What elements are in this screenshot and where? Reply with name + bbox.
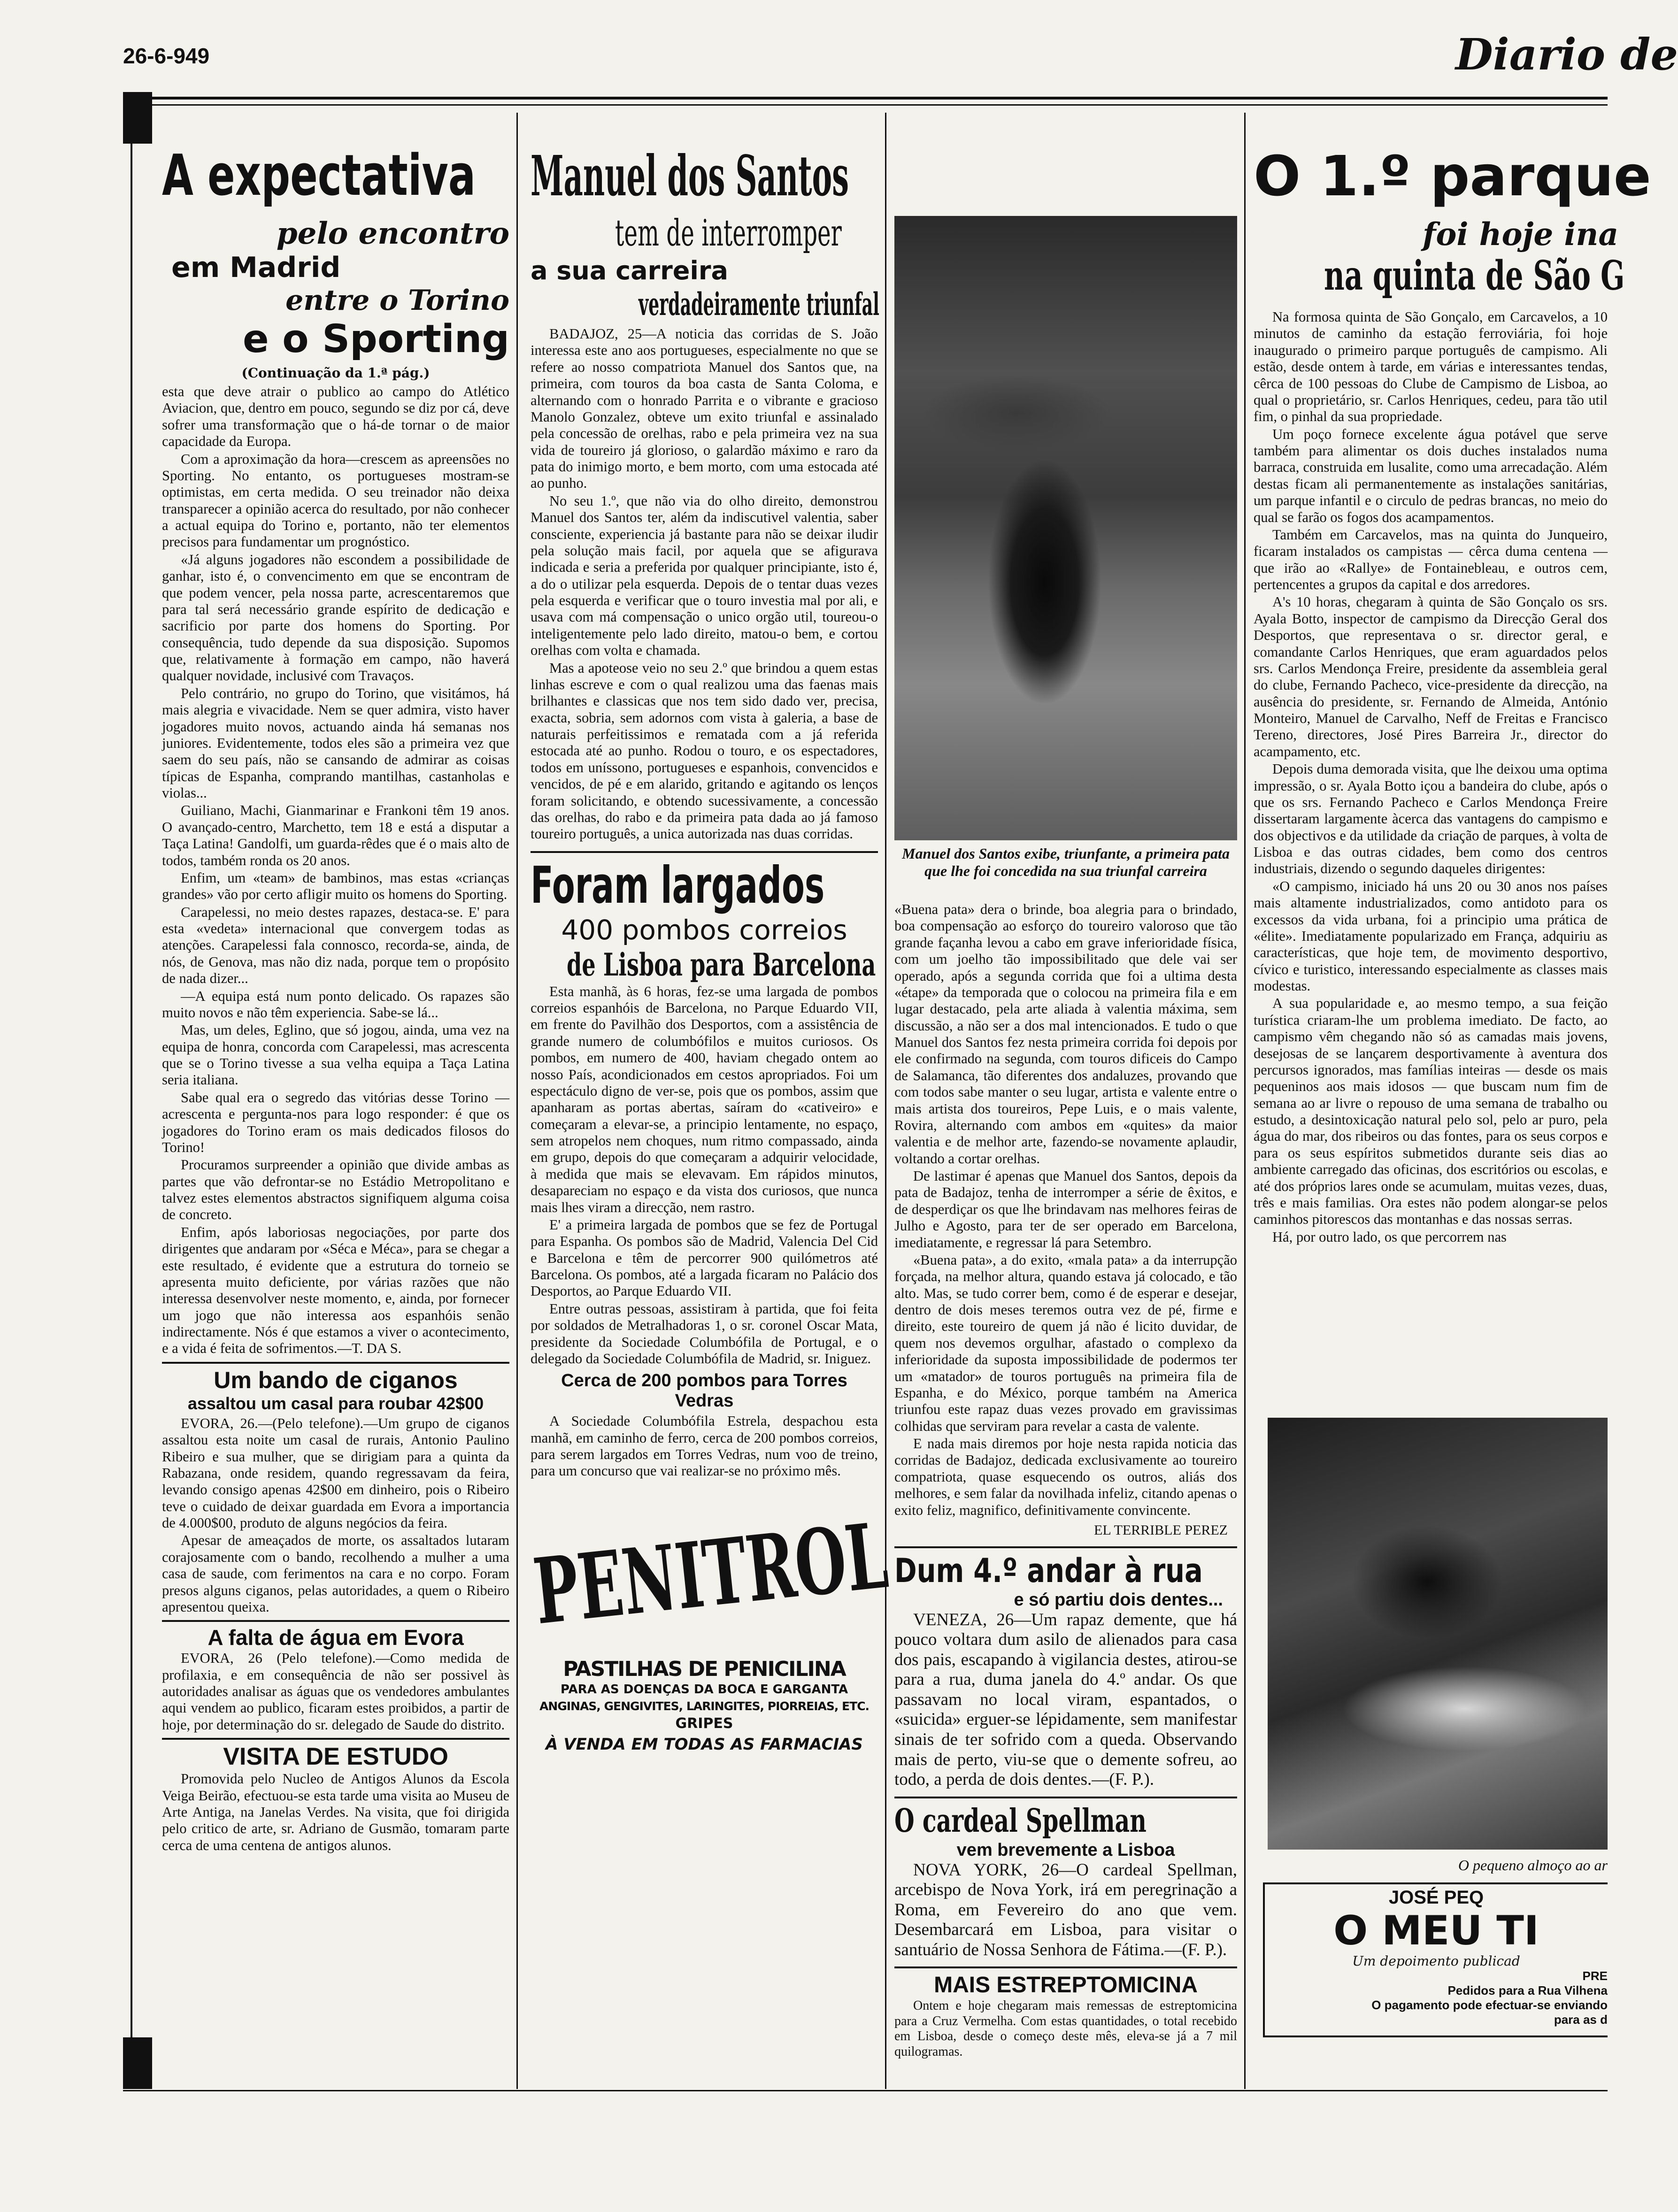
paragraph: Um poço fornece excelente água potável que serve também para alimentar os dois duches instalados numa barraca, construida em lusalite, como uma arrecadação. Além destas ficam ali permanentemente as instalações sanitárias, um parque infantil e o circulo de pedras brancas, no meio do qual se farão os fogos dos acampamentos. (1254, 426, 1608, 525)
article-body-manuel (531, 326, 878, 843)
paragraph: A sua popularidade e, ao mesmo tempo, a sua feição turística criaram-lhe um problema imediato. De facto, ao campismo vêm chegando não só as camadas mais jovens, desejosas de se lançarem desportivamente à aventura dos percursos ignorados, mas famílias inteiras — desde os mais pequeninos aos mais idosos — que buscam num fim de semana ao ar livre o repouso de uma semana de trabalho ou estudo, a desintoxicação natural pelo sol, pelo ar puro, pela água do mar, dos ribeiros ou das fontes, para os seus corpos e para os seus espíritos submetidos durante seis dias ao ambiente carregado das oficinas, dos escritórios ou escolas, e até dos próprios lares onde se acumulam, muitas vezes, duas, três e mais familias. Ora estes não podem alongar-se pelos caminhos pitorescos das montanhas e das nossas serras. (1254, 995, 1608, 1228)
ad-line-gripes: GRIPES (675, 1715, 733, 1732)
continuation-note: (Continuação da 1.ª pág.) (241, 365, 430, 381)
paragraph: «Já alguns jogadores não escondem a possibilidade de ganhar, isto é, o convencimento em que se encontram de que podem vencer, pela nossa parte, acrescentaremos que para tal será necessário grande espírito de dedicação e sacrificio por parte dos homens do Sporting. Por consequência, tudo depende da sua disposição. Supomos que, relativamente à formação em campo, não haverá qualquer novidade, inclusivé com Travaços. (162, 551, 509, 684)
article-body-ciganos (162, 1415, 509, 1616)
subhead-carreira: a sua carreira (531, 256, 728, 285)
headline-quarto-andar: Dum 4.º andar à rua (894, 1551, 1203, 1590)
registration-mark-top (123, 92, 152, 144)
section-rule (162, 1362, 509, 1364)
section-rule (162, 1620, 509, 1622)
ad-line-venda: À VENDA EM TODAS AS FARMACIAS (546, 1735, 863, 1754)
subhead-em-madrid: em Madrid (171, 251, 341, 284)
paragraph: Mas a apoteose veio no seu 2.º que brindou a quem estas linhas escreve e com o qual realizou uma das faenas mais brilhantes e classicas que nos tem sido dado ver, precisa, exacta, sobria, sem adornos com vista à galeria, a base de naturais perfeitissimos e rematada com a já referida estocada até ao punho. Rodou o touro, e os espectadores, todos em uníssono, portugueses e espanhois, convencidos e vencidos, de pé e em alarido, gritando e agitando os lenços foram solicitando, e obtendo sucessivamente, a concessão das orelhas, do rabo e da primeira pata dada ao já famoso toureiro português, a unica autorizada nas duas corridas. (531, 660, 878, 842)
paragraph: A's 10 horas, chegaram à quinta de São Gonçalo os srs. Ayala Botto, inspector de campismo da Direcção Geral dos Desportos, que representava o sr. director geral, e comandante Carlos Henriques, que eram aguardados pelos srs. Carlos Mendonça Freire, presidente da assembleia geral do clube, Fernando Pacheco, vice-presidente da direcção, na ausência do presidente, sr. Fernando de Almeida, António Monteiro, Manuel de Carvalho, Neff de Freitas e Francisco Tereno, directores, José Pires Barreira Jr., director do acampamento, etc. (1254, 594, 1608, 760)
subhead-dois-dentes: e só partiu dois dentes... (1014, 1590, 1223, 1610)
paragraph: Carapelessi, no meio destes rapazes, destaca-se. E' para esta «vedeta» internacional que convergem todas as atenções. Carapelessi fala connosco, recorda-se, ainda, de nós, de Genova, mas não diz nada, porque tem o propósito de nada dizer... (162, 904, 509, 987)
ad-line-pastilhas: PASTILHAS DE PENICILINA (563, 1657, 846, 1681)
subhead-quinta: na quinta de São G (1324, 252, 1625, 300)
paragraph: EVORA, 26 (Pelo telefone).—Como medida de profilaxia, e em consequência de não ser possivel às autoridades analisar as águas que os vendedores ambulantes aqui vendem ao publico, ficaram estes proibidos, a partir de hoje, por determinação do sr. delegado de Saude do distrito. (162, 1650, 509, 1733)
paragraph: esta que deve atrair o publico ao campo do Atlético Aviacion, que, dentro em pouco, segundo se diz por cá, deve sofrer uma transformação que o há-de tornar o de maior capacidade da Europa. (162, 384, 509, 450)
paragraph: EVORA, 26.—(Pelo telefone).—Um grupo de ciganos assaltou esta noite um casal de rurais, Antonio Paulino Ribeiro e sua mulher, que se dirigiam para a quinta da Rabazana, onde residem, quando regressavam da feira, levando consigo apenas 42$00 em dinheiro, pois o Ribeiro teve o cuidado de deixar guardada em Evora a importancia de 4.000$00, produto de alguns negócios da feira. (162, 1415, 509, 1531)
paragraph: Há, por outro lado, os que percorrem nas (1272, 1229, 1507, 1245)
subhead-lisboa-barcelona: de Lisboa para Barcelona (567, 946, 876, 983)
headline-manuel-santos: Manuel dos Santos (531, 143, 849, 208)
paragraph: Entre outras pessoas, assistiram à partida, que foi feita por soldados de Metralhadoras 1, o sr. coronel Oscar Mata, presidente da Sociedade Columbófila de Portugal, e o delegado da Sociedade Columbófila de Madrid, sr. Iniguez. (531, 1300, 878, 1367)
penitrol-brand: PENITROL (529, 1503, 893, 1645)
campers-breakfast-photo (1268, 1418, 1608, 1850)
article-body-manuel-cont (894, 901, 1237, 2060)
ad-address: para as d (1554, 2012, 1608, 2027)
paragraph: Guiliano, Machi, Gianmarinar e Frankoni têm 19 anos. O avançado-centro, Marchetto, tem 18 e está a disputar a Taça Latina! Gandolfi, um guarda-rêdes que é o mais alto de todos, também ronda os 20 anos. (162, 802, 509, 868)
paragraph: Enfim, um «team» de bambinos, mas estas «crianças grandes» vão por certo afligir muito os homens do Sporting. (162, 869, 509, 903)
paragraph: «Buena pata», a do exito, «mala pata» a da interrupção forçada, na melhor altura, quando estava já colocado, e tão alto. Mas, se tudo correr bem, como é de esperar e desejar, dentro de dois meses teremos outra vez de pé, firme e direito, este toureiro de quem já não é licito duvidar, de quem nos devemos orgulhar, afastado o complexo da inferioridade da suposta impossibilidade de podermos ter um «matador» de touros português na primeira fila de Espanha, e do México, porque também na America triunfou este rapaz duas vezes provado em gravissimas colhidas que serviram para revelar a casta de valente. (894, 1252, 1237, 1434)
paragraph: Ontem e hoje chegaram mais remessas de estreptomicina para a Cruz Vermelha. Com estas quantidades, o total recebido em Lisboa, desde o começo deste mês, eleva-se já a 7 mil quilogramas. (894, 1998, 1237, 2059)
header-rule (123, 97, 1608, 100)
paragraph: Promovida pelo Nucleo de Antigos Alunos da Escola Veiga Beirão, efectuou-se esta tarde uma visita ao Museu de Arte Antiga, na Janelas Verdes. Na visita, que foi dirigida pelo critico de arte, sr. Adriano de Gusmão, tomaram parte cerca de uma centena de antigos alunos. (162, 1771, 509, 1853)
subhead-interromper: tem de interromper (615, 212, 842, 254)
headline-cardeal: O cardeal Spellman (894, 1802, 1147, 1840)
article-manuel-santos (529, 141, 893, 2089)
ad-line-anginas: ANGINAS, GENGIVITES, LARINGITES, PIORREIAS, ETC. (539, 1699, 870, 1713)
paragraph: Também em Carcavelos, mas na quinta do Junqueiro, ficaram instalados os campistas — cêrca duma centena — que irão ao «Rallye» de Fontainebleau, e outros cem, pertencentes a grupos da capital e dos arredores. (1254, 526, 1608, 592)
article-body-expectativa (162, 384, 509, 1357)
paragraph: Pelo contrário, no grupo do Torino, que visitámos, há mais alegria e vivacidade. Nem se quer admira, visto haver jogadores muito novos, actuando ainda há semanas nos juniores. Evidentemente, todos eles são a primeira vez que saem do seu país, não se cansando de admirar as coisas típicas de Espanha, comprando mantilhas, castanholas e violas... (162, 685, 509, 801)
paragraph: NOVA YORK, 26—O cardeal Spellman, arcebispo de Nova York, irá em peregrinação a Roma, em Fevereiro do ano que vem. Desembarcará em Lisboa, para visitar o santuário de Nossa Senhora de Fátima.—(F. P.). (894, 1860, 1237, 1959)
article-body-pombos (531, 983, 878, 1367)
paragraph: No seu 1.º, que não via do olho direito, demonstrou Manuel dos Santos ter, além da indiscutivel valentia, saber consciente, experiencia já bastante para não se deixar iludir pela solução mais facil, por aquela que se afigurava indicada e seria a preferida por qualquer principiante, isto é, a do o utilizar pela esquerda. Depois de o tentar duas vezes pela esquerda e verificar que o touro investia mal por ali, e usava com má compensação o unico orgão util, toureou-o inteligentemente pelo lado direito, matou-o bem, e cortou orelhas com volta e chamada. (531, 492, 878, 659)
photo-caption: Manuel dos Santos exibe, triunfante, a primeira pata que lhe foi concedida na sua triunfal carreira (902, 845, 1230, 879)
subhead-sporting: e o Sporting (243, 317, 509, 361)
newspaper-masthead: Diario de (1455, 29, 1678, 80)
ad-price: PRE (1582, 1969, 1608, 1983)
article-manuel-continued (894, 141, 1237, 2089)
headline-ciganos: Um bando de ciganos (214, 1367, 458, 1393)
column-divider-3 (1244, 113, 1246, 2089)
footer-rule (123, 2090, 1608, 2091)
subhead-400-pombos: 400 pombos correios (561, 914, 847, 946)
headline-expectativa: A expectativa (162, 143, 476, 208)
headline-torres-vedras: Cerca de 200 pombos para Torres Vedras (561, 1371, 847, 1411)
article-body-agua (162, 1650, 509, 1733)
ad-subtitle: Um depoimento publicad (1352, 1953, 1520, 1969)
article-body-torres-vedras (531, 1413, 878, 1480)
paragraph: «Buena pata» dera o brinde, boa alegria para o brindado, boa compensação ao esforço do toureiro valoroso que tão grande façanha levou a cabo em grave inferioridade física, com um joelho tão impossibilitado que dele vai ser operado, após a segunda corrida que foi a ultima desta «étape» da temporada que o colocou na primeira fila e em lugar destacado, pela arte aliada à valentia máxima, sem discussão, a não ser a dos mal intencionados. E tudo o que Manuel dos Santos fez nesta primeira corrida foi depois por ele confirmado na segunda, com touros dificeis do Campo de Salamanca, tão diferentes dos andaluzes, provando que com todos sabe manter o seu lugar, artista e valente entre o mais artista dos toureiros, Pepe Luis, e o mais valente, Rovira, alternando com ambos em «quites» da maior valentia e de melhor arte, fazendo-se novamente aplaudir, voltando a cortar orelhas. (894, 901, 1237, 1167)
paragraph: Mas, um deles, Eglino, que só jogou, ainda, uma vez na equipa de honra, concorda com Carapelessi, mas acrescenta que se o Torino tivesse a sua velha equipa a Taça Latina seria italiana. (162, 1022, 509, 1088)
paragraph: VENEZA, 26—Um rapaz demente, que há pouco voltara dum asilo de alienados para casa dos pais, escapando à vigilancia destes, atirou-se para a rua, duma janela do 4.º andar. Os que passavam no local viram, espantados, o «suicida» erguer-se lépidamente, sem manifestar sinais de ter sofrido com a queda. Observando mais de perto, viu-se que o demente sofreu, ao todo, a perda de dois dentes.—(F. P.). (894, 1610, 1237, 1790)
bullfighter-photo (894, 216, 1237, 840)
ad-orders: Pedidos para a Rua Vilhena (1447, 1983, 1608, 1997)
article-body-parque (1254, 309, 1608, 1245)
paragraph: Procuramos surpreender a opinião que divide ambas as partes que vão defrontar-se no Estádio Metropolitano e talvez estes elementos abstractos signifiquem alguma coisa de concreto. (162, 1157, 509, 1223)
subhead-entre-torino: entre o Torino (285, 284, 509, 317)
ad-book-title: O MEU TI (1333, 1907, 1539, 1954)
column-divider-2 (885, 113, 886, 2089)
section-rule (894, 1966, 1237, 1968)
article-body-visita (162, 1771, 509, 1854)
author-signature: EL TERRIBLE PEREZ (1094, 1522, 1228, 1538)
paragraph: Na formosa quinta de São Gonçalo, em Carcavelos, a 10 minutos de caminho da estação ferroviária, foi hoje inaugurado o primeiro parque português de campismo. Ali estão, desde ontem à tarde, em várias e interessantes tendas, cêrca de 100 pessoas do Clube de Campismo de Lisboa, ao qual o proprietário, sr. Carlos Henriques, cedeu, para tão util fim, o pinhal da sua propriedade. (1254, 309, 1608, 425)
ad-author: JOSÉ PEQ (1388, 1887, 1484, 1908)
paragraph: E' a primeira largada de pombos que se fez de Portugal para Espanha. Os pombos são de Madrid, Valencia Del Cid e Barcelona e têm de percorrer 900 quilómetros até Barcelona. Os pombos, até a largada ficaram no Palácio dos Desportos, ao Parque Eduardo VII. (531, 1216, 878, 1299)
page-date: 26-6-949 (123, 44, 210, 68)
column-divider-1 (516, 113, 518, 2089)
paragraph: A Sociedade Columbófila Estrela, despachou esta manhã, em caminho de ferro, cerca de 200 pombos correios, para serem largados em Torres Vedras, num voo de treino, para um concurso que vai realizar-se no próximo mês. (531, 1413, 878, 1479)
paragraph: BADAJOZ, 25—A noticia das corridas de S. João interessa este ano aos portugueses, especialmente no que se refere ao nosso compatriota Manuel dos Santos que, na primeira, com touros da boa casta de Santa Coloma, e alternando com o honrado Parrita e o vibrante e gracioso Manolo Gonzalez, obteve um exito triunfal e assinalado pela concessão de orelhas, rabo e pela primeira vez na sua vida de toureiro já glorioso, o galardão máximo e raro da pata do inimigo morto, e bem morto, com uma estocada até ao punho. (531, 326, 878, 492)
penitrol-logo-banner (529, 1503, 893, 1649)
subhead-foi-hoje: foi hoje ina (1423, 216, 1619, 253)
headline-visita: VISITA DE ESTUDO (223, 1743, 448, 1771)
section-rule (894, 1546, 1237, 1548)
paragraph: Apesar de ameaçados de morte, os assaltados lutaram corajosamente com o bando, recolhendo a mulher a uma casa de saude, com ferimentos na cara e no corpo. Foram presos alguns ciganos, pelas autoridades, a quem o Ribeiro apresentou queixa. (162, 1532, 509, 1615)
section-rule (531, 851, 878, 853)
paragraph: —A equipa está num ponto delicado. Os rapazes são muito novos e não têm experiencia. Sabe-se lá... (162, 988, 509, 1021)
headline-estreptomicina: MAIS ESTREPTOMICINA (934, 1973, 1198, 1998)
paragraph: De lastimar é apenas que Manuel dos Santos, depois da pata de Badajoz, tenha de interromper a série de êxitos, e de desperdiçar os que lhe brindavam nas melhores feiras de Julho e Agosto, para ter de ser operado em Barcelona, imediatamente, e regressar lá para Setembro. (894, 1168, 1237, 1251)
paragraph: E nada mais diremos por hoje nesta rapida noticia das corridas de Badajoz, dedicada exclusivamente ao toureiro compatriota, quase esquecendo os outros, aliás dos melhores, e sem falar da novilhada infeliz, citando apenas o exito feliz, magnifico, definitivamente convincente. (894, 1436, 1237, 1518)
section-rule (162, 1738, 509, 1740)
ad-line-doencas: PARA AS DOENÇAS DA BOCA E GARGANTA (560, 1682, 848, 1697)
book-advertisement (1263, 1882, 1608, 2037)
headline-foram-largados: Foram largados (531, 856, 825, 915)
left-margin-rule (131, 144, 132, 2037)
paragraph: «O campismo, iniciado há uns 20 ou 30 anos nos países mais altamente industrializados, como antidoto para os excessos da vida urbana, foi a principio uma prática de «élite». Imediatamente popularizado em França, adquiriu as características, que hoje tem, de movimento desportivo, cívico e turistico, interessando especialmente as classes mais modestas. (1254, 878, 1608, 994)
headline-falta-agua: A falta de água em Evora (208, 1625, 464, 1650)
paragraph: Enfim, após laboriosas negociações, por parte dos dirigentes que andaram por «Séca e Méca», para se chegar a este resultado, é evidente que a estrutura do torneio se apresenta muito deficiente, por várias razões que não interessa desenvolver neste momento, e, ainda, por fornecer um jogo que não interessa aos espanhóis senão indirectamente. Nós é que estamos a viver o acontecimento, e a vida é feita de sofrimentos.—T. DA S. (162, 1224, 509, 1357)
subhead-triunfal: verdadeiramente triunfal (639, 286, 879, 323)
subhead-cardeal: vem brevemente a Lisboa (956, 1840, 1175, 1860)
penitrol-advertisement (529, 1503, 893, 1771)
paragraph: Depois duma demorada visita, que lhe deixou uma optima impressão, o sr. Ayala Botto içou a bandeira do clube, após o que os srs. Fernando Pacheco e Carlos Mendonça Freire dissertaram largamente àcerca das vantagens do campismo e dos objectivos e da utilidade da criação de parques, à volta de Lisboa e das outras cidades, bem como dos centros industriais, dizendo o segundo daqueles dirigentes: (1254, 761, 1608, 877)
section-rule (894, 1797, 1237, 1798)
registration-mark-bottom (123, 2037, 152, 2089)
ad-payment: O pagamento pode efectuar-se enviando (1371, 1998, 1608, 2012)
subhead-ciganos: assaltou um casal para roubar 42$00 (187, 1393, 484, 1413)
paragraph: Com a aproximação da hora—crescem as apreensões no Sporting. No entanto, os portugueses mostram-se optimistas, em certa medida. O seu treinador não deixa transparecer a opinião acerca do resultado, por não conhecer a actual equipa do Torino e, portanto, não ter elementos precisos para fundamentar um prognóstico. (162, 451, 509, 550)
paragraph: Esta manhã, às 6 horas, fez-se uma largada de pombos correios espanhóis de Barcelona, no Parque Eduardo VII, em frente do Pavilhão dos Desportos, com a assistência de grande numero de columbófilos e muitos curiosos. Os pombos, em numero de 400, haviam chegado ontem ao nosso País, acondicionados em cestos apropriados. Foi um espectáculo digno de ver-se, pois que os pombos, assim que apanharam as portas abertas, saíram do «cativeiro» e começaram a elevar-se, a principio lentamente, no espaço, sem atropelos nem choques, num ritmo compassado, ainda em grupo, depois do que começaram a adquirir velocidade, à medida que mais se elevavam. Em rápidos minutos, desapareciam no espaço e da vista dos curiosos, que nunca mais lhes viram a direcção, nem rastro. (531, 983, 878, 1215)
article-expectativa (162, 141, 509, 2089)
paragraph: Sabe qual era o segredo das vitórias desse Torino — acrescenta e pergunta-nos para logo responder: é que os jogadores do Torino eram os mais dedicados filosos do Torino! (162, 1089, 509, 1155)
header-rule-thin (123, 104, 1608, 106)
subhead-pelo-encontro: pelo encontro (276, 216, 509, 251)
campers-photo-caption: O pequeno almoço ao ar (1458, 1857, 1608, 1874)
headline-parque: O 1.º parque (1254, 144, 1651, 208)
